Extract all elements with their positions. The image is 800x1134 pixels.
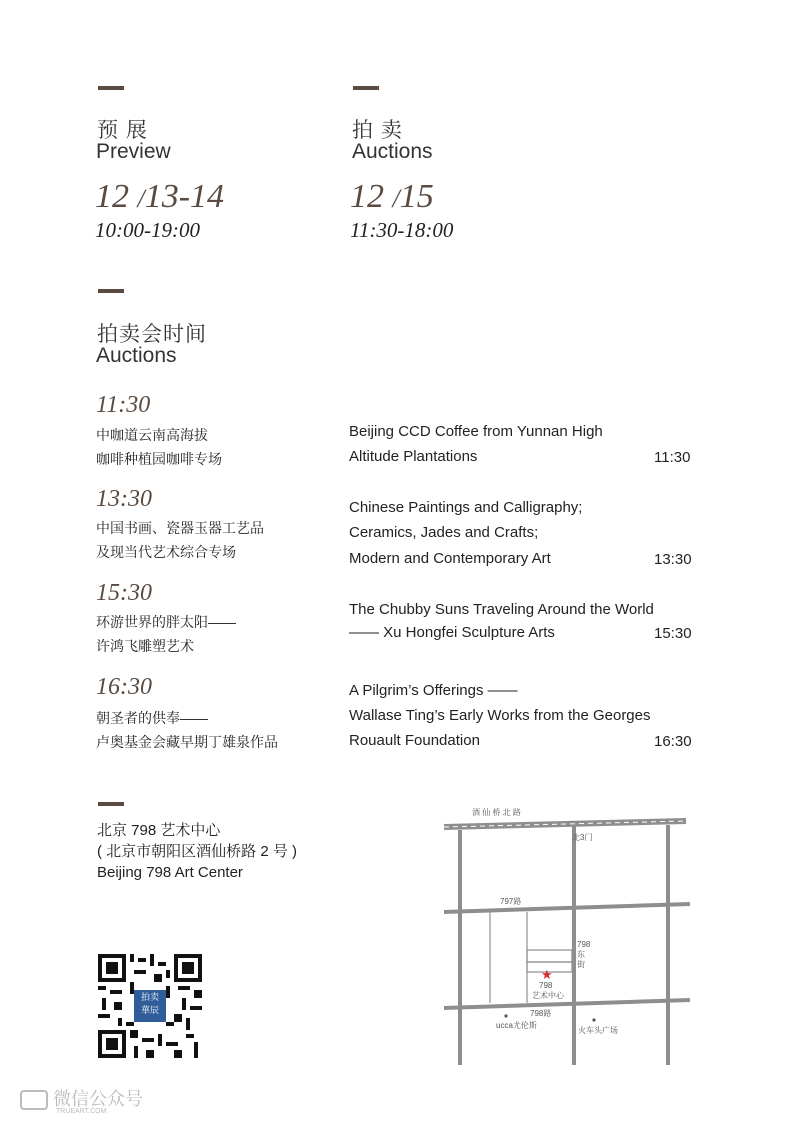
map-station-label: 火车头广场 [578,1026,618,1035]
map-ucca-label: ucca尤伦斯 [496,1021,537,1030]
map-road-798-east-label: 798 东 街 [577,940,591,969]
map-center-number: 798 [539,981,553,990]
qr-badge-line: 華辰 [140,1006,159,1016]
auctions-dash [353,86,379,90]
slot-en-line: Beijing CCD Coffee from Yunnan High [349,423,603,440]
auctions-cn-heading: 拍 卖 [352,119,403,142]
location-map [440,800,695,1075]
preview-time: 10:00-19:00 [95,218,200,242]
slot-en-line: The Chubby Suns Traveling Around the World [349,601,654,618]
preview-date-days: 13-14 [144,178,225,215]
schedule-en-heading: Auctions [96,344,177,367]
watermark-subtext: TRUEART.COM [56,1108,107,1115]
auctions-en-heading: Auctions [352,140,433,163]
map-road-798-label: 798路 [530,1009,552,1018]
slot-cn-line: 中国书画、瓷器玉器工艺品 [96,520,264,536]
slot-en-line: Ceramics, Jades and Crafts; [349,524,539,541]
slot-en-line: Chinese Paintings and Calligraphy; [349,499,583,516]
slot-time: 15:30 [96,580,152,606]
auctions-date-day: 15 [399,178,434,215]
map-road-797-label: 797路 [500,897,522,906]
address-dash [98,802,124,806]
slot-cn-line: 朝圣者的供奉—— [96,710,208,726]
auctions-time: 11:30-18:00 [350,218,454,242]
slot-en-line: Modern and Contemporary Art [349,550,551,567]
qr-badge-line: 拍卖 [140,993,159,1003]
address-line-en: Beijing 798 Art Center [97,864,243,881]
map-center-star-icon: ★ [541,967,553,982]
preview-dash [98,86,124,90]
qr-badge [136,992,164,1020]
slot-en-line: —— Xu Hongfei Sculpture Arts [349,624,555,641]
schedule-dash [98,289,124,293]
auctions-date-month: 12 [350,178,384,215]
auctions-date [350,178,434,216]
slot-cn-line: 中咖道云南高海拔 [96,427,208,443]
slot-cn-line: 卢奥基金会藏早期丁雄泉作品 [96,734,278,750]
slot-en-line: Altitude Plantations [349,448,478,465]
slot-en-time: 16:30 [654,733,692,750]
slot-en-time: 15:30 [654,625,692,642]
slot-cn-line: 及现当代艺术综合专场 [96,544,236,560]
map-roads [440,800,695,1075]
slot-en-time: 11:30 [654,449,691,466]
slot-time: 11:30 [96,392,151,418]
slot-cn-line: 咖啡种植园咖啡专场 [96,451,222,467]
slot-en-line: Wallase Ting’s Early Works from the Georges [349,707,651,724]
slot-en-time: 13:30 [654,551,692,568]
map-center-name: 艺术中心 [532,991,564,1000]
preview-cn-heading: 预 展 [97,119,148,142]
schedule-cn-heading: 拍卖会时间 [97,323,207,346]
slot-cn-line: 环游世界的胖太阳—— [96,614,236,630]
slot-cn-line: 许鸿飞雕塑艺术 [96,638,194,654]
map-gate-label: 北3门 [572,833,593,842]
preview-date [95,178,224,216]
address-line-cn: 北京 798 艺术中心 [97,822,221,839]
watermark-text: 微信公众号 [53,1089,144,1109]
watermark-icon [20,1090,48,1110]
preview-en-heading: Preview [96,140,171,163]
preview-date-sep: / [137,184,145,213]
map-road-north-label: 酒 仙 桥 北 路 [472,808,521,817]
address-line-street: ( 北京市朝阳区酒仙桥路 2 号 ) [97,843,298,860]
qr-code[interactable] [98,954,202,1058]
slot-time: 13:30 [96,486,152,512]
slot-en-line: Rouault Foundation [349,732,480,749]
preview-date-month: 12 [95,178,129,215]
slot-en-line: A Pilgrim’s Offerings —— [349,682,518,699]
auctions-date-sep: / [392,184,400,213]
slot-time: 16:30 [96,674,152,700]
